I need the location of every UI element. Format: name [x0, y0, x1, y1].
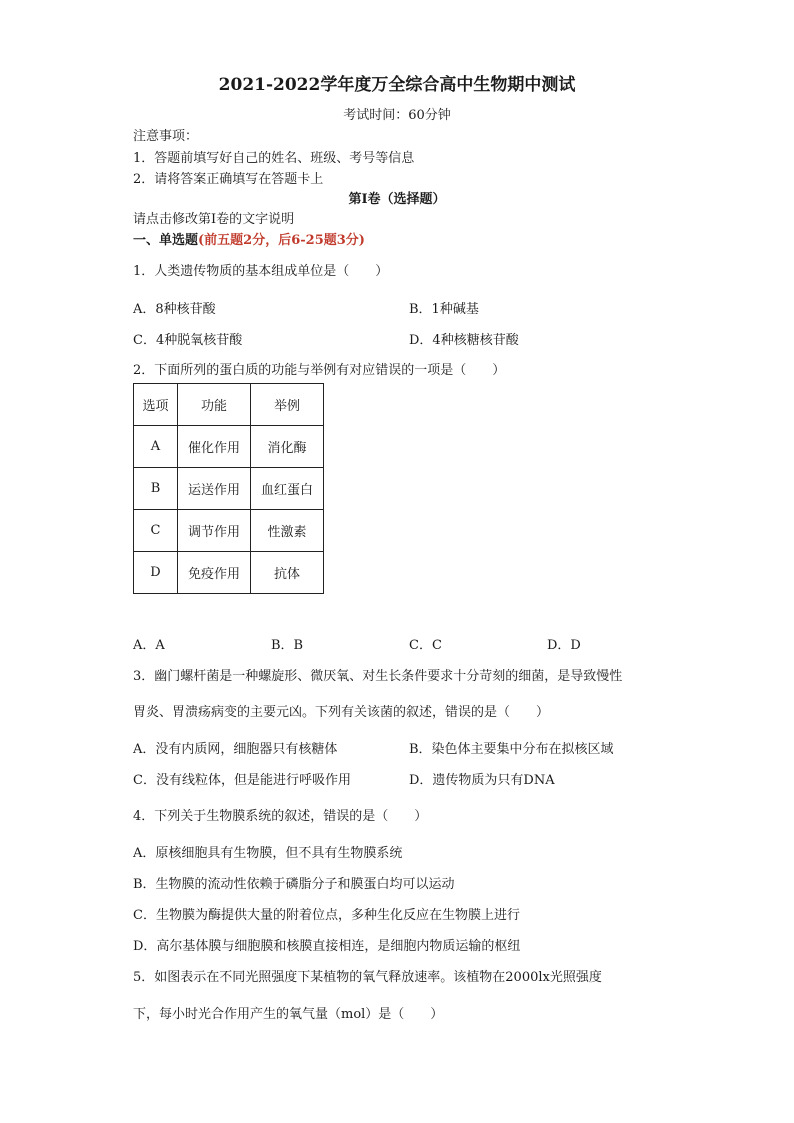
- table-cell: 催化作用: [178, 426, 251, 468]
- table-row: [134, 426, 324, 468]
- q1-option-b: B．1种碱基: [409, 302, 479, 317]
- table-row: [134, 552, 324, 594]
- q3-option-c: C．没有线粒体，但是能进行呼吸作用: [133, 773, 351, 788]
- q4-option-b: B．生物膜的流动性依赖于磷脂分子和膜蛋白均可以运动: [133, 877, 455, 892]
- table-header-cell: 选项: [134, 384, 178, 426]
- table-cell: 消化酶: [251, 426, 324, 468]
- exam-time: 考试时间：60分钟: [343, 108, 451, 123]
- question-1-stem: 1．人类遗传物质的基本组成单位是（ ）: [133, 264, 389, 279]
- q3-option-b: B．染色体主要集中分布在拟核区域: [409, 742, 614, 757]
- table-cell: 运送作用: [178, 468, 251, 510]
- q1-option-c: C．4种脱氧核苷酸: [133, 333, 243, 348]
- q1-option-d: D．4种核糖核苷酸: [409, 333, 519, 348]
- table-cell: 免疫作用: [178, 552, 251, 594]
- question-5-stem-line1: 5．如图表示在不同光照强度下某植物的氧气释放速率。该植物在2000lx光照强度: [133, 970, 602, 985]
- table-row: [134, 510, 324, 552]
- section-heading: [133, 229, 365, 248]
- table-header-cell: 举例: [251, 384, 324, 426]
- notice-item: 1．答题前填写好自己的姓名、班级、考号等信息: [133, 151, 415, 166]
- volume-note: 请点击修改第I卷的文字说明: [133, 212, 295, 227]
- section-label: 一、单选题: [133, 233, 199, 248]
- q1-option-a: A．8种核苷酸: [133, 302, 216, 317]
- question-4-stem: 4．下列关于生物膜系统的叙述，错误的是（ ）: [133, 809, 428, 824]
- table-row: [134, 468, 324, 510]
- table-cell: 抗体: [251, 552, 324, 594]
- question-3-stem-line2: 胃炎、胃溃疡病变的主要元凶。下列有关该菌的叙述，错误的是（ ）: [133, 705, 550, 720]
- table-cell: 性激素: [251, 510, 324, 552]
- notice-heading: 注意事项：: [133, 129, 199, 144]
- table-cell: D: [134, 552, 178, 594]
- section-score-note: (前五题2分，后6-25题3分): [198, 233, 365, 248]
- q4-option-c: C．生物膜为酶提供大量的附着位点，多种生化反应在生物膜上进行: [133, 908, 520, 923]
- q2-option-d: D．D: [547, 638, 581, 653]
- page-title: 2021-2022学年度万全综合高中生物期中测试: [218, 75, 576, 95]
- q2-option-c: C．C: [409, 638, 442, 653]
- table-header-cell: 功能: [178, 384, 251, 426]
- q4-option-a: A．原核细胞具有生物膜，但不具有生物膜系统: [133, 846, 403, 861]
- q2-option-b: B．B: [271, 638, 304, 653]
- q3-option-d: D．遗传物质为只有DNA: [409, 773, 555, 788]
- table-cell: A: [134, 426, 178, 468]
- q4-option-d: D．高尔基体膜与细胞膜和核膜直接相连，是细胞内物质运输的枢纽: [133, 939, 521, 954]
- question-5-stem-line2: 下，每小时光合作用产生的氧气量（mol）是（ ）: [133, 1007, 444, 1022]
- table-cell: 血红蛋白: [251, 468, 324, 510]
- table-header-row: [134, 384, 324, 426]
- table-cell: B: [134, 468, 178, 510]
- protein-function-table: [133, 383, 324, 594]
- question-3-stem-line1: 3．幽门螺杆菌是一种螺旋形、微厌氧、对生长条件要求十分苛刻的细菌，是导致慢性: [133, 669, 623, 684]
- question-2-stem: 2．下面所列的蛋白质的功能与举例有对应错误的一项是（ ）: [133, 363, 506, 378]
- table-cell: C: [134, 510, 178, 552]
- q3-option-a: A．没有内质网，细胞器只有核糖体: [133, 742, 338, 757]
- notice-item: 2．请将答案正确填写在答题卡上: [133, 172, 324, 187]
- volume-title: 第I卷（选择题）: [348, 192, 446, 207]
- table-cell: 调节作用: [178, 510, 251, 552]
- q2-option-a: A．A: [133, 638, 165, 653]
